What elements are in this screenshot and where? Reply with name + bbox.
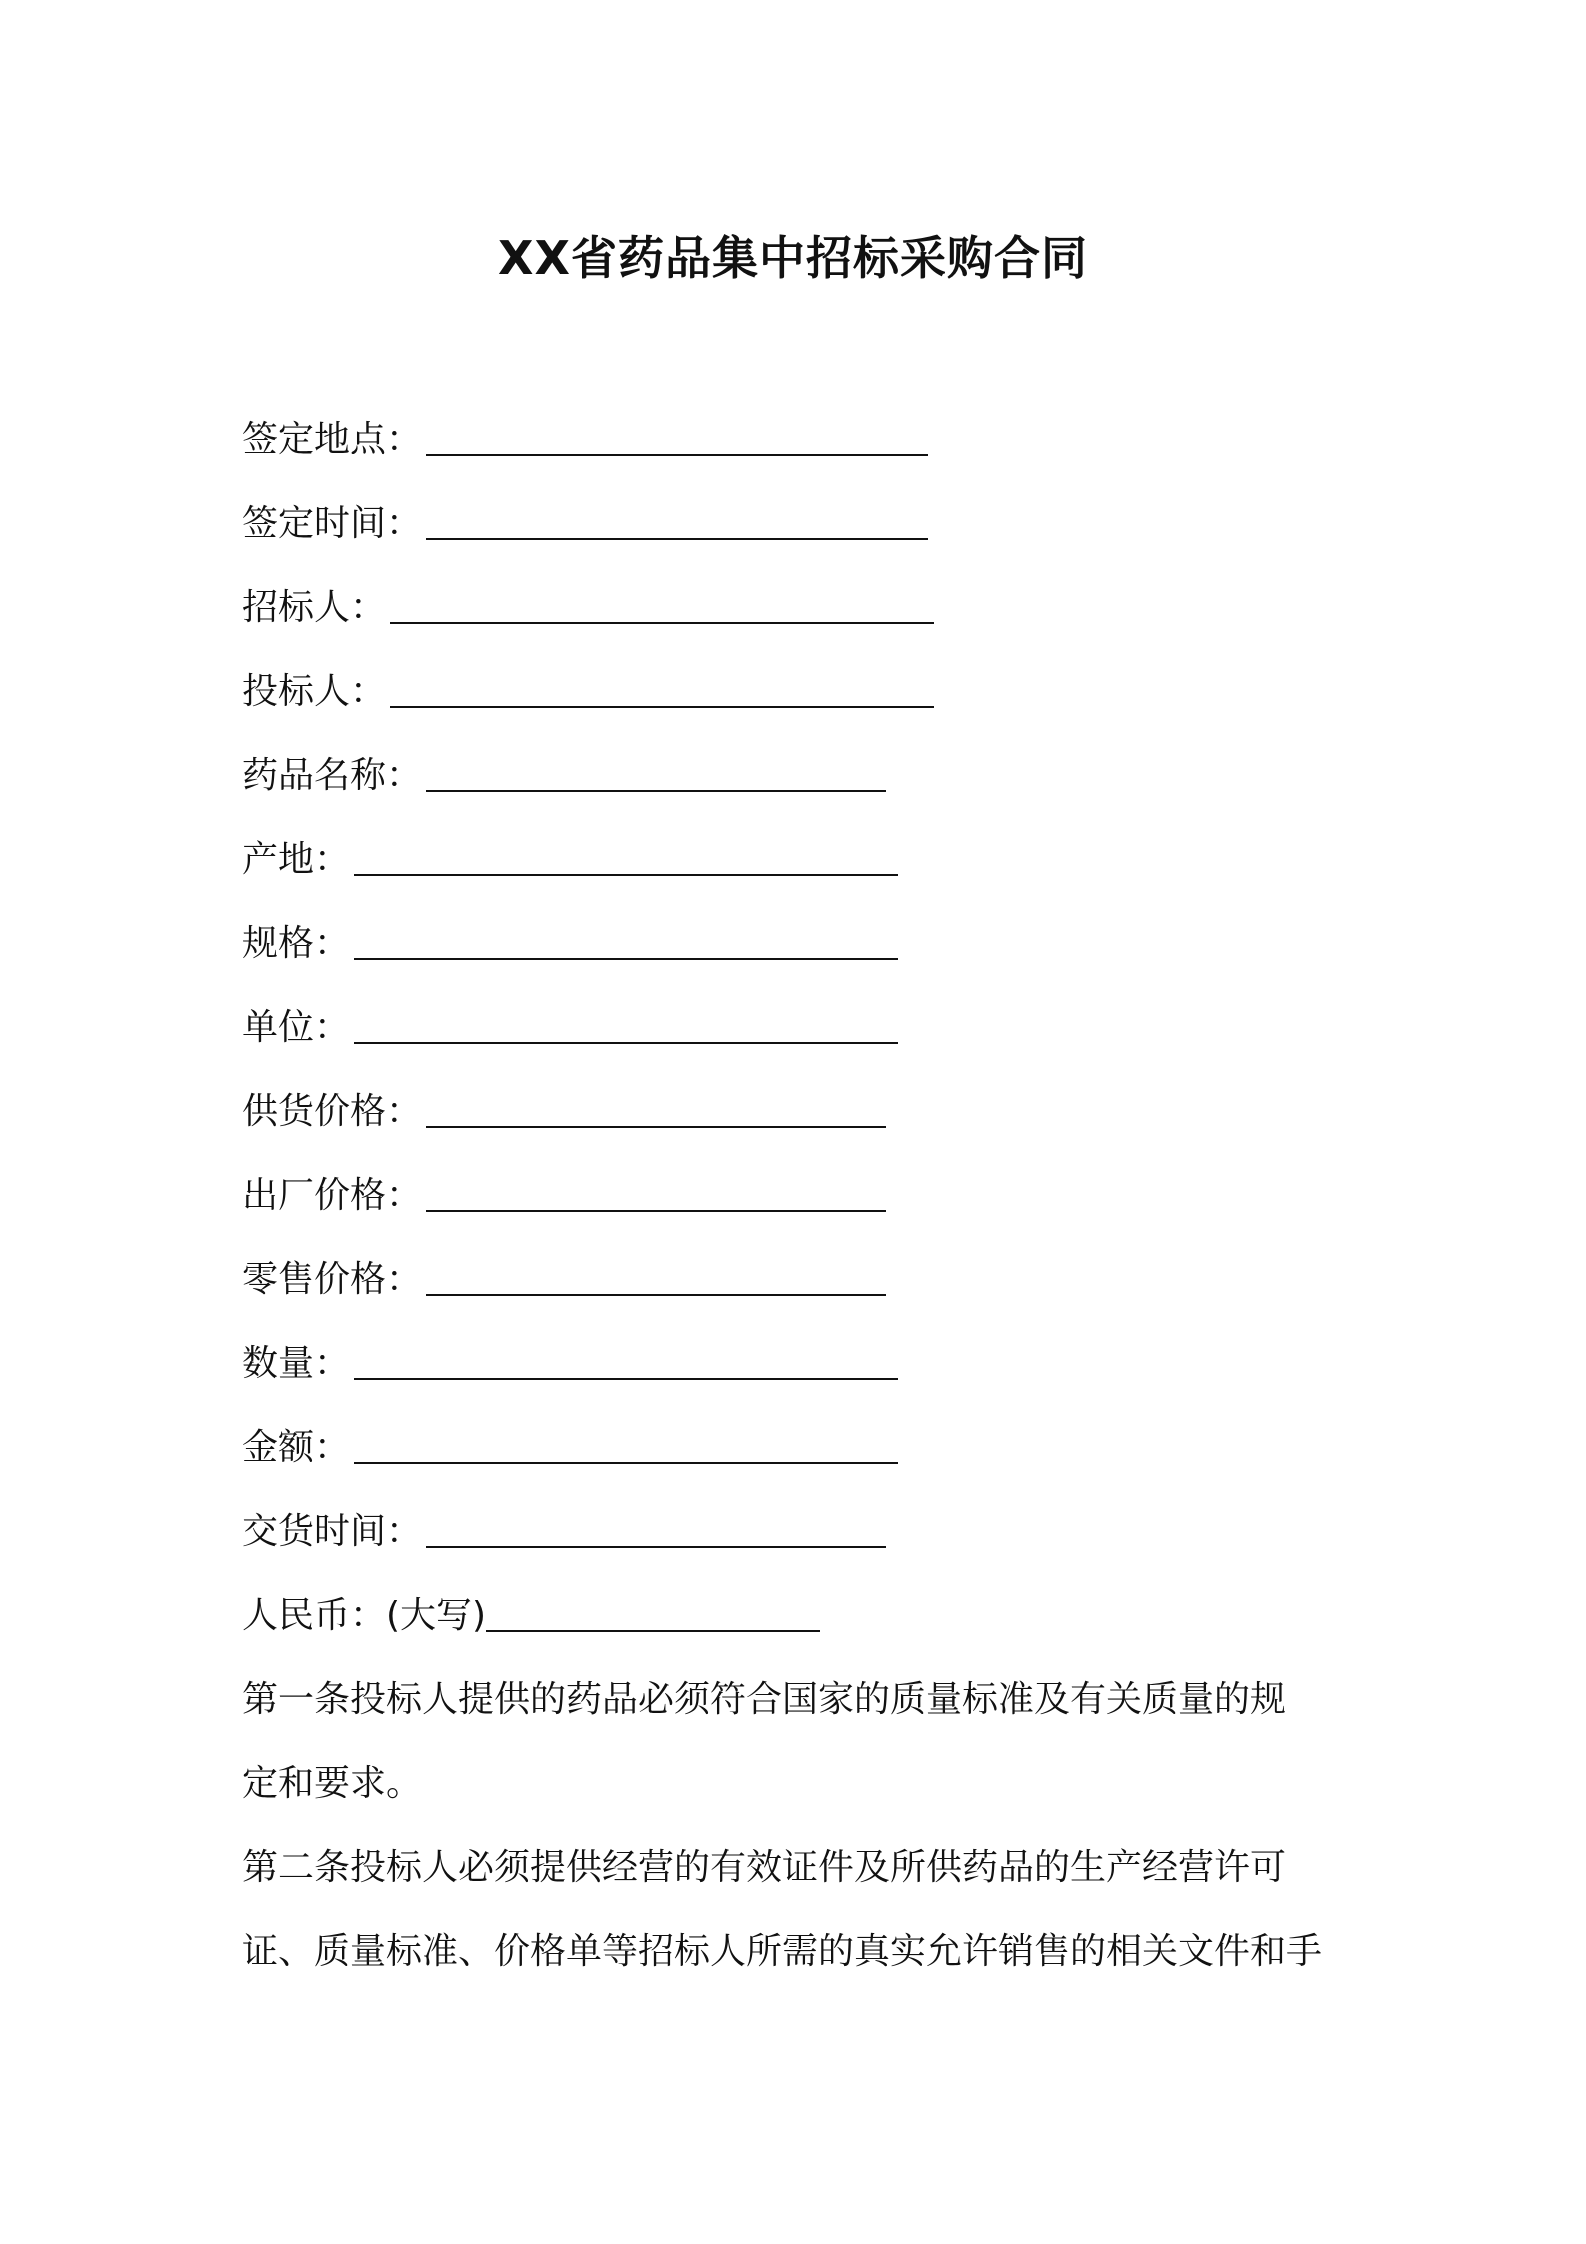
field-tenderer	[242, 578, 934, 638]
field-label: 投标人：	[242, 671, 387, 712]
field-label: 签定时间：	[242, 503, 423, 544]
field-bidder	[242, 662, 934, 722]
document-title: XX省药品集中招标采购合同	[498, 231, 1088, 285]
field-blank-line[interactable]	[426, 1082, 886, 1128]
field-label: 产地：	[242, 839, 351, 880]
field-label: 交货时间：	[242, 1511, 423, 1552]
field-blank-line[interactable]	[426, 410, 928, 456]
field-specification	[242, 914, 898, 974]
field-signing-place	[242, 410, 928, 470]
field-retail-price	[242, 1250, 886, 1310]
field-blank-line[interactable]	[354, 914, 898, 960]
field-quantity	[242, 1334, 898, 1394]
field-amount	[242, 1418, 898, 1478]
field-drug-name	[242, 746, 886, 806]
field-supply-price	[242, 1082, 886, 1142]
field-origin	[242, 830, 898, 890]
field-blank-line[interactable]	[354, 1334, 898, 1380]
field-label: 签定地点：	[242, 419, 423, 460]
field-label: 出厂价格：	[242, 1175, 423, 1216]
field-label: 金额：	[242, 1427, 351, 1468]
field-label: 单位：	[242, 1007, 351, 1048]
field-label: 人民币：(大写)	[242, 1595, 487, 1636]
field-label: 规格：	[242, 923, 351, 964]
field-label: 招标人：	[242, 587, 387, 628]
field-blank-line[interactable]	[354, 998, 898, 1044]
field-unit	[242, 998, 898, 1058]
field-blank-line[interactable]	[354, 830, 898, 876]
clause-2-line-2: 证、质量标准、价格单等招标人所需的真实允许销售的相关文件和手	[242, 1931, 1323, 1972]
clause-1-line-1: 第一条投标人提供的药品必须符合国家的质量标准及有关质量的规	[242, 1679, 1287, 1720]
field-rmb-uppercase	[242, 1586, 820, 1646]
field-label: 数量：	[242, 1343, 351, 1384]
field-blank-line[interactable]	[390, 578, 934, 624]
field-label: 供货价格：	[242, 1091, 423, 1132]
field-signing-time	[242, 494, 928, 554]
field-blank-line[interactable]	[390, 662, 934, 708]
field-delivery-time	[242, 1502, 886, 1562]
field-label: 零售价格：	[242, 1259, 423, 1300]
field-blank-line[interactable]	[426, 746, 886, 792]
field-factory-price	[242, 1166, 886, 1226]
field-label: 药品名称：	[242, 755, 423, 796]
field-blank-line[interactable]	[426, 1166, 886, 1212]
field-blank-line[interactable]	[426, 494, 928, 540]
field-blank-line[interactable]	[426, 1502, 886, 1548]
clause-2-line-1: 第二条投标人必须提供经营的有效证件及所供药品的生产经营许可	[242, 1847, 1287, 1888]
clause-1-line-2: 定和要求。	[242, 1763, 423, 1804]
field-blank-line[interactable]	[354, 1418, 898, 1464]
field-blank-line[interactable]	[426, 1250, 886, 1296]
field-blank-line[interactable]	[486, 1586, 820, 1632]
